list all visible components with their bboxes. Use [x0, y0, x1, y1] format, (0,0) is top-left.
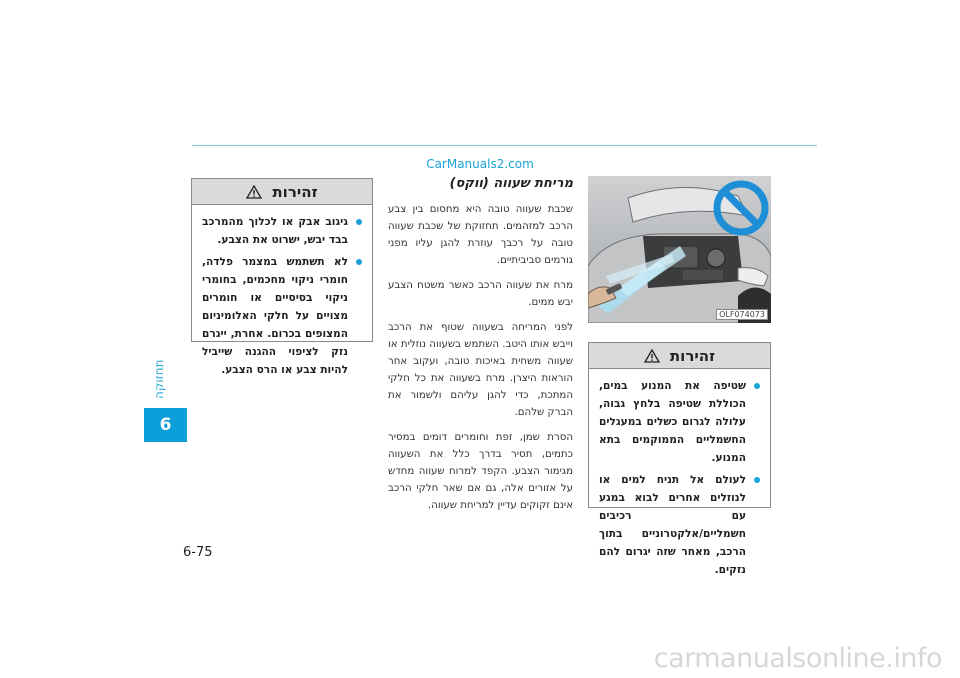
warning-triangle-icon: [246, 185, 262, 199]
page-number-text: 6-75: [183, 545, 213, 560]
page-number: [183, 545, 213, 560]
waxing-section: [388, 175, 573, 522]
warning-triangle-icon: [644, 349, 660, 363]
source-label[interactable]: CarManuals2.com: [426, 157, 534, 171]
warning-item: לא תשתמש במצמר פלדה, חומרי ניקוי מחכמים, בחומרי ניקוי בסיסיים או חומרים מצויים על חלקי האלומיניום המצופים בכרום. אחרת, ייגרם נזק לציפוי ההגנה שייביל להיות צבע או הרס הצבע.: [202, 253, 362, 379]
warning-header: [192, 179, 372, 205]
section-heading: מריחת שעווה (ווקס): [449, 176, 573, 191]
body-paragraph: הסרת שמן, זפת וחומרים דומים במסיר כתמים, תסיר בדרך כלל את השעווה מגימור הצבע. הקפד למרוח שעווה מחדש על אזורים אלה, גם אם שאר חלקי הרכב אינם זקוקים עדיין למריחת שעווה.: [388, 432, 573, 511]
figure-code: OLF074073: [716, 309, 768, 320]
warning-item: לעולם אל תניח למים או לנוזלים אחרים לבוא במגע עם רכיבים חשמליים/אלקטרוניים בתוך הרכב, מאחר שזה יגרום להם נזקים.: [599, 471, 760, 579]
warning-title: זהירות: [272, 182, 318, 201]
warning-list: [192, 205, 372, 391]
engine-wash-illustration: [588, 176, 771, 323]
section-side-label: תחזוקה: [152, 359, 166, 399]
warning-list: [589, 369, 770, 591]
chapter-tab: 6: [144, 408, 187, 442]
body-paragraph: לפני המריחה בשעווה שטוף את הרכב וייבש אותו היטב. השתמש בשעווה נוזלית או שעווה משחית באיכות טובה, ועקוב אחר הוראות היצרן. מרח בשעווה את כל חלקי המתכת, כדי להגן עליהם ולשמור את הברק שלהם.: [388, 322, 573, 418]
warning-title: זהירות: [669, 346, 716, 365]
warning-header: [589, 343, 770, 369]
engine-bay-drawing: [588, 176, 771, 323]
body-paragraph: שכבת שעווה טובה היא מחסום בין צבע הרכב למזהמים. תחזוקת של שכבת שעווה טובה על רכבך עוזרת להגן עליו מפני גורמים סביביתיים.: [388, 204, 573, 266]
site-watermark: [0, 643, 960, 674]
body-paragraph: מרח את שעווה הרכב כאשר משטח הצבע יבש ממים.: [388, 280, 573, 308]
warning-box-right: [588, 342, 771, 576]
header-rule: [192, 145, 817, 146]
warning-item: שטיפה את המנוע במים, הכוללת שטיפה בלחץ גבוה, עלולה לגרום כשלים במעגלים החשמליים הממוקמים בתא המנוע.: [599, 377, 760, 467]
warning-item: גיגוב אבק או לכלוך מהמרכב בבד יבש, ישרוט את הצבע.: [202, 213, 362, 249]
watermark-text: carmanualsonline.info: [653, 643, 942, 674]
warning-box-left: [191, 178, 373, 376]
